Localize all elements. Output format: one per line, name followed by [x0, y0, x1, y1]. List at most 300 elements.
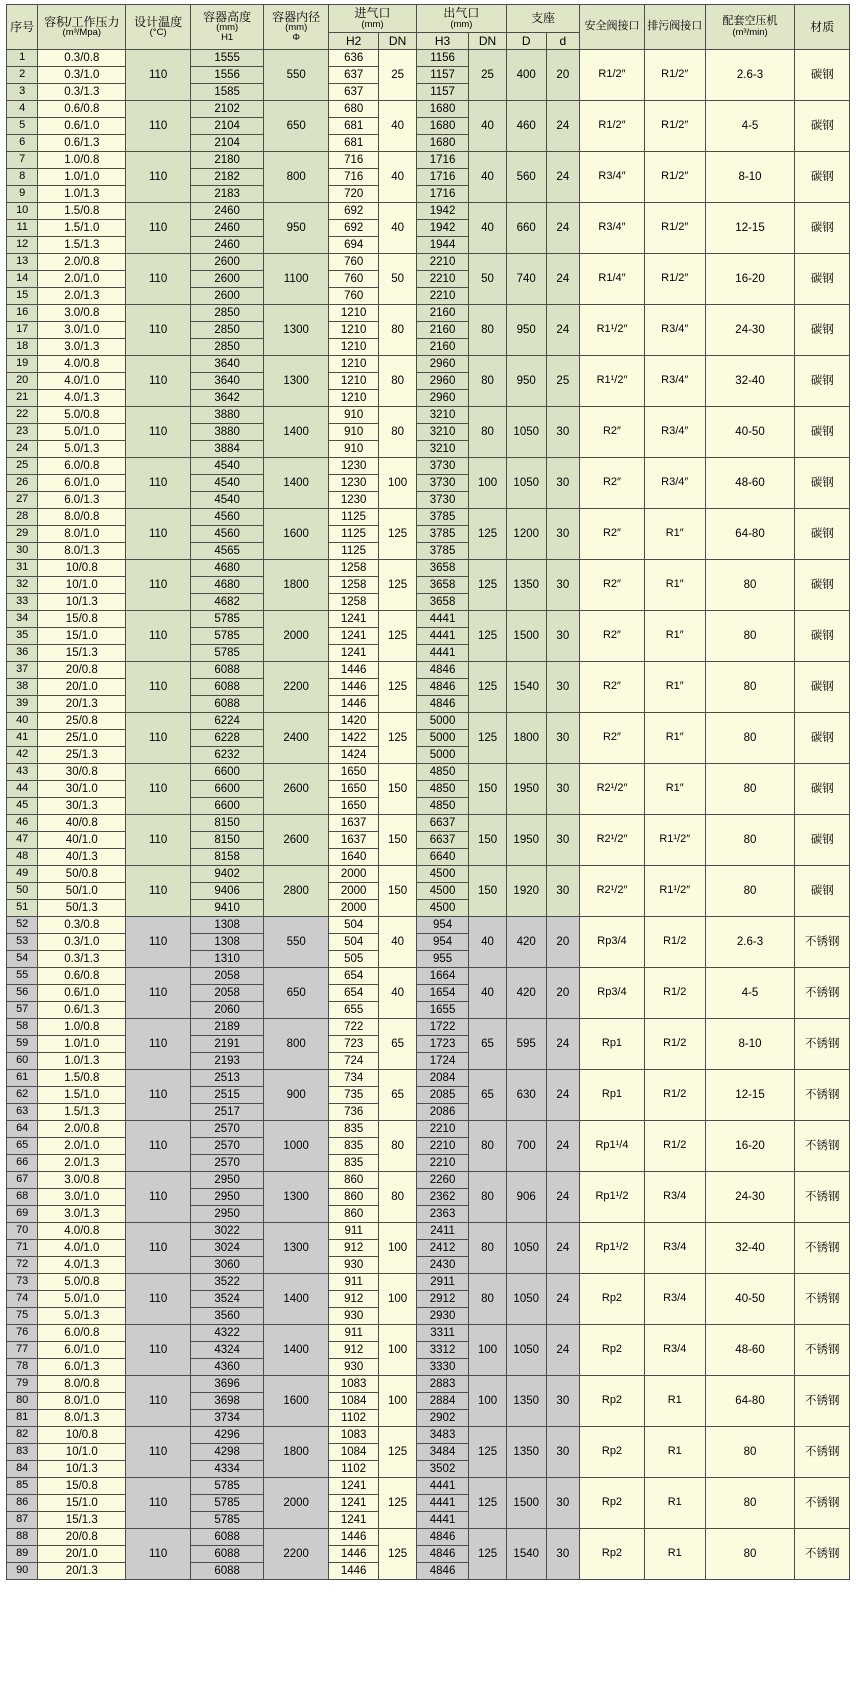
cell-vessel-diameter: 1600 [264, 1376, 329, 1427]
cell-safety-valve: R3/4″ [580, 152, 645, 203]
cell-vessel-height: 2950 [191, 1206, 264, 1223]
cell-inlet-h2: 505 [329, 951, 379, 968]
cell-volume-pressure: 30/1.0 [38, 781, 126, 798]
cell-support-D: 1950 [506, 815, 546, 866]
cell-volume-pressure: 30/1.3 [38, 798, 126, 815]
cell-vessel-height: 2460 [191, 220, 264, 237]
table-row [7, 101, 850, 118]
cell-volume-pressure: 10/1.0 [38, 577, 126, 594]
cell-support-D: 420 [506, 917, 546, 968]
cell-index: 35 [7, 628, 38, 645]
cell-support-D: 700 [506, 1121, 546, 1172]
cell-inlet-h2: 835 [329, 1121, 379, 1138]
cell-vessel-diameter: 2200 [264, 1529, 329, 1580]
cell-vessel-diameter: 550 [264, 917, 329, 968]
cell-inlet-dn: 125 [379, 1478, 417, 1529]
cell-inlet-h2: 1125 [329, 509, 379, 526]
cell-vessel-height: 3880 [191, 424, 264, 441]
cell-volume-pressure: 2.0/1.3 [38, 1155, 126, 1172]
cell-inlet-h2: 637 [329, 84, 379, 101]
cell-index: 55 [7, 968, 38, 985]
cell-inlet-dn: 40 [379, 203, 417, 254]
cell-support-d: 25 [546, 356, 579, 407]
cell-material: 不锈钢 [795, 1223, 850, 1274]
cell-support-D: 1540 [506, 1529, 546, 1580]
cell-material: 碳钢 [795, 713, 850, 764]
cell-vessel-height: 2570 [191, 1138, 264, 1155]
cell-volume-pressure: 40/0.8 [38, 815, 126, 832]
cell-outlet-h3: 1157 [416, 84, 468, 101]
cell-support-D: 950 [506, 356, 546, 407]
cell-volume-pressure: 1.0/1.0 [38, 169, 126, 186]
cell-inlet-dn: 125 [379, 560, 417, 611]
cell-vessel-height: 4565 [191, 543, 264, 560]
cell-design-temp: 110 [126, 1427, 191, 1478]
cell-safety-valve: Rp1 [580, 1070, 645, 1121]
cell-index: 37 [7, 662, 38, 679]
cell-matched-compressor: 16-20 [705, 254, 795, 305]
cell-inlet-dn: 150 [379, 866, 417, 917]
cell-material: 碳钢 [795, 509, 850, 560]
cell-matched-compressor: 32-40 [705, 356, 795, 407]
cell-index: 38 [7, 679, 38, 696]
cell-inlet-h2: 910 [329, 424, 379, 441]
cell-outlet-dn: 80 [469, 1223, 507, 1274]
col-outlet-h3: H3 [416, 32, 468, 50]
cell-inlet-h2: 760 [329, 271, 379, 288]
cell-outlet-h3: 1655 [416, 1002, 468, 1019]
cell-safety-valve: R2¹/2″ [580, 764, 645, 815]
cell-vessel-height: 3734 [191, 1410, 264, 1427]
cell-vessel-height: 3024 [191, 1240, 264, 1257]
cell-safety-valve: Rp1¹/2 [580, 1172, 645, 1223]
cell-outlet-h3: 3730 [416, 475, 468, 492]
cell-inlet-h2: 736 [329, 1104, 379, 1121]
cell-outlet-dn: 50 [469, 254, 507, 305]
cell-index: 18 [7, 339, 38, 356]
cell-design-temp: 110 [126, 866, 191, 917]
cell-volume-pressure: 6.0/0.8 [38, 1325, 126, 1342]
cell-inlet-h2: 654 [329, 968, 379, 985]
cell-support-D: 1500 [506, 611, 546, 662]
cell-matched-compressor: 80 [705, 1427, 795, 1478]
cell-volume-pressure: 3.0/0.8 [38, 1172, 126, 1189]
cell-volume-pressure: 1.0/1.3 [38, 186, 126, 203]
table-row [7, 50, 850, 67]
cell-volume-pressure: 0.3/0.8 [38, 917, 126, 934]
cell-inlet-h2: 1258 [329, 560, 379, 577]
cell-material: 碳钢 [795, 611, 850, 662]
cell-support-D: 906 [506, 1172, 546, 1223]
cell-inlet-h2: 637 [329, 67, 379, 84]
cell-outlet-h3: 4500 [416, 866, 468, 883]
cell-vessel-height: 8150 [191, 832, 264, 849]
cell-index: 26 [7, 475, 38, 492]
cell-vessel-height: 4334 [191, 1461, 264, 1478]
cell-vessel-height: 2183 [191, 186, 264, 203]
cell-drain-valve: R3/4 [644, 1325, 705, 1376]
cell-outlet-h3: 4846 [416, 662, 468, 679]
cell-vessel-height: 6088 [191, 1529, 264, 1546]
cell-vessel-height: 2850 [191, 322, 264, 339]
cell-index: 9 [7, 186, 38, 203]
cell-volume-pressure: 4.0/1.0 [38, 1240, 126, 1257]
cell-volume-pressure: 0.6/0.8 [38, 101, 126, 118]
cell-drain-valve: R1″ [644, 662, 705, 713]
cell-design-temp: 110 [126, 917, 191, 968]
cell-inlet-h2: 692 [329, 220, 379, 237]
cell-volume-pressure: 20/0.8 [38, 662, 126, 679]
cell-inlet-h2: 1125 [329, 526, 379, 543]
cell-index: 7 [7, 152, 38, 169]
cell-design-temp: 110 [126, 1121, 191, 1172]
cell-design-temp: 110 [126, 1172, 191, 1223]
cell-design-temp: 110 [126, 764, 191, 815]
cell-safety-valve: R2″ [580, 509, 645, 560]
cell-outlet-h3: 6637 [416, 815, 468, 832]
cell-vessel-height: 9406 [191, 883, 264, 900]
cell-inlet-h2: 1258 [329, 577, 379, 594]
cell-outlet-h3: 1942 [416, 220, 468, 237]
cell-drain-valve: R1″ [644, 560, 705, 611]
cell-index: 19 [7, 356, 38, 373]
cell-outlet-h3: 1722 [416, 1019, 468, 1036]
cell-outlet-dn: 125 [469, 509, 507, 560]
cell-index: 87 [7, 1512, 38, 1529]
cell-inlet-h2: 1420 [329, 713, 379, 730]
cell-inlet-h2: 734 [329, 1070, 379, 1087]
cell-drain-valve: R1/2 [644, 1070, 705, 1121]
cell-volume-pressure: 2.0/1.3 [38, 288, 126, 305]
cell-outlet-h3: 2210 [416, 271, 468, 288]
cell-matched-compressor: 16-20 [705, 1121, 795, 1172]
cell-vessel-diameter: 550 [264, 50, 329, 101]
cell-vessel-diameter: 650 [264, 968, 329, 1019]
cell-inlet-h2: 1258 [329, 594, 379, 611]
cell-safety-valve: R1/4″ [580, 254, 645, 305]
cell-index: 71 [7, 1240, 38, 1257]
cell-matched-compressor: 80 [705, 764, 795, 815]
cell-design-temp: 110 [126, 203, 191, 254]
cell-vessel-height: 4540 [191, 492, 264, 509]
cell-volume-pressure: 40/1.0 [38, 832, 126, 849]
cell-volume-pressure: 5.0/1.3 [38, 441, 126, 458]
cell-outlet-h3: 2160 [416, 339, 468, 356]
table-row [7, 764, 850, 781]
cell-outlet-h3: 3484 [416, 1444, 468, 1461]
cell-inlet-h2: 735 [329, 1087, 379, 1104]
cell-support-D: 1920 [506, 866, 546, 917]
cell-outlet-h3: 2210 [416, 254, 468, 271]
cell-vessel-height: 5785 [191, 645, 264, 662]
cell-volume-pressure: 0.6/1.3 [38, 1002, 126, 1019]
cell-design-temp: 110 [126, 1529, 191, 1580]
cell-volume-pressure: 2.0/1.0 [38, 271, 126, 288]
cell-index: 75 [7, 1308, 38, 1325]
cell-outlet-h3: 6640 [416, 849, 468, 866]
cell-inlet-h2: 1640 [329, 849, 379, 866]
cell-safety-valve: R2″ [580, 407, 645, 458]
cell-inlet-h2: 1650 [329, 781, 379, 798]
cell-design-temp: 110 [126, 356, 191, 407]
col-drain-valve: 排污阀接口 [644, 5, 705, 50]
cell-outlet-h3: 2960 [416, 390, 468, 407]
table-row [7, 917, 850, 934]
cell-outlet-h3: 955 [416, 951, 468, 968]
cell-index: 17 [7, 322, 38, 339]
cell-vessel-height: 6600 [191, 781, 264, 798]
cell-matched-compressor: 40-50 [705, 1274, 795, 1325]
cell-outlet-h3: 3730 [416, 458, 468, 475]
cell-outlet-dn: 80 [469, 356, 507, 407]
cell-vessel-height: 2104 [191, 135, 264, 152]
table-row [7, 407, 850, 424]
cell-outlet-h3: 3210 [416, 424, 468, 441]
cell-vessel-height: 2191 [191, 1036, 264, 1053]
cell-vessel-height: 4324 [191, 1342, 264, 1359]
cell-vessel-diameter: 1300 [264, 305, 329, 356]
cell-volume-pressure: 0.3/1.3 [38, 84, 126, 101]
cell-volume-pressure: 4.0/1.0 [38, 373, 126, 390]
cell-drain-valve: R1 [644, 1478, 705, 1529]
cell-matched-compressor: 80 [705, 560, 795, 611]
cell-outlet-h3: 4846 [416, 679, 468, 696]
cell-volume-pressure: 1.5/0.8 [38, 203, 126, 220]
cell-inlet-h2: 1650 [329, 764, 379, 781]
cell-outlet-h3: 2363 [416, 1206, 468, 1223]
cell-design-temp: 110 [126, 1325, 191, 1376]
cell-vessel-height: 6600 [191, 798, 264, 815]
cell-material: 碳钢 [795, 764, 850, 815]
cell-inlet-h2: 1102 [329, 1461, 379, 1478]
cell-safety-valve: R2″ [580, 458, 645, 509]
cell-outlet-dn: 125 [469, 611, 507, 662]
cell-outlet-h3: 4846 [416, 1563, 468, 1580]
cell-support-d: 24 [546, 305, 579, 356]
cell-vessel-height: 3642 [191, 390, 264, 407]
cell-index: 82 [7, 1427, 38, 1444]
cell-index: 30 [7, 543, 38, 560]
cell-material: 不锈钢 [795, 1274, 850, 1325]
cell-inlet-h2: 1637 [329, 815, 379, 832]
cell-volume-pressure: 4.0/1.3 [38, 390, 126, 407]
cell-inlet-h2: 1230 [329, 492, 379, 509]
cell-design-temp: 110 [126, 968, 191, 1019]
cell-volume-pressure: 3.0/1.0 [38, 322, 126, 339]
cell-outlet-h3: 1723 [416, 1036, 468, 1053]
cell-volume-pressure: 1.0/0.8 [38, 1019, 126, 1036]
cell-vessel-diameter: 1300 [264, 1172, 329, 1223]
cell-safety-valve: Rp1 [580, 1019, 645, 1070]
cell-index: 4 [7, 101, 38, 118]
cell-index: 60 [7, 1053, 38, 1070]
cell-vessel-diameter: 2000 [264, 1478, 329, 1529]
cell-outlet-h3: 3210 [416, 407, 468, 424]
cell-design-temp: 110 [126, 50, 191, 101]
col-inlet-h2: H2 [329, 32, 379, 50]
cell-index: 25 [7, 458, 38, 475]
cell-volume-pressure: 20/1.3 [38, 696, 126, 713]
table-row [7, 866, 850, 883]
cell-vessel-height: 3698 [191, 1393, 264, 1410]
cell-vessel-height: 9410 [191, 900, 264, 917]
cell-vessel-height: 2600 [191, 288, 264, 305]
cell-volume-pressure: 5.0/1.3 [38, 1308, 126, 1325]
cell-design-temp: 110 [126, 1223, 191, 1274]
cell-inlet-dn: 125 [379, 509, 417, 560]
cell-inlet-h2: 1241 [329, 1512, 379, 1529]
cell-index: 63 [7, 1104, 38, 1121]
cell-drain-valve: R1¹/2″ [644, 815, 705, 866]
cell-support-D: 400 [506, 50, 546, 101]
table-row [7, 509, 850, 526]
col-vessel-diameter: 容器内径 (mm) Φ [264, 5, 329, 50]
cell-inlet-dn: 150 [379, 764, 417, 815]
cell-matched-compressor: 80 [705, 713, 795, 764]
cell-outlet-h3: 1156 [416, 50, 468, 67]
cell-outlet-h3: 5000 [416, 730, 468, 747]
cell-index: 21 [7, 390, 38, 407]
cell-safety-valve: R1¹/2″ [580, 305, 645, 356]
cell-outlet-h3: 4441 [416, 1512, 468, 1529]
cell-index: 85 [7, 1478, 38, 1495]
table-row [7, 968, 850, 985]
cell-outlet-h3: 2960 [416, 356, 468, 373]
cell-index: 3 [7, 84, 38, 101]
cell-volume-pressure: 15/0.8 [38, 1478, 126, 1495]
cell-drain-valve: R1″ [644, 509, 705, 560]
cell-support-d: 30 [546, 1478, 579, 1529]
cell-volume-pressure: 1.5/1.3 [38, 1104, 126, 1121]
cell-safety-valve: Rp2 [580, 1325, 645, 1376]
cell-support-D: 630 [506, 1070, 546, 1121]
cell-volume-pressure: 20/1.3 [38, 1563, 126, 1580]
cell-outlet-h3: 2430 [416, 1257, 468, 1274]
table-row [7, 458, 850, 475]
cell-inlet-dn: 100 [379, 458, 417, 509]
cell-volume-pressure: 4.0/1.3 [38, 1257, 126, 1274]
cell-design-temp: 110 [126, 407, 191, 458]
cell-drain-valve: R1″ [644, 611, 705, 662]
cell-outlet-h3: 2930 [416, 1308, 468, 1325]
cell-material: 碳钢 [795, 407, 850, 458]
cell-inlet-h2: 1424 [329, 747, 379, 764]
cell-index: 64 [7, 1121, 38, 1138]
table-row [7, 203, 850, 220]
cell-volume-pressure: 15/0.8 [38, 611, 126, 628]
col-inlet: 进气口 (mm) [329, 5, 417, 33]
cell-support-D: 740 [506, 254, 546, 305]
cell-vessel-diameter: 800 [264, 1019, 329, 1070]
cell-vessel-height: 5785 [191, 1512, 264, 1529]
cell-matched-compressor: 48-60 [705, 458, 795, 509]
cell-volume-pressure: 5.0/1.0 [38, 1291, 126, 1308]
cell-vessel-height: 2570 [191, 1155, 264, 1172]
cell-vessel-height: 2182 [191, 169, 264, 186]
cell-volume-pressure: 15/1.0 [38, 628, 126, 645]
cell-index: 36 [7, 645, 38, 662]
cell-matched-compressor: 40-50 [705, 407, 795, 458]
cell-inlet-h2: 1083 [329, 1376, 379, 1393]
cell-support-d: 20 [546, 50, 579, 101]
cell-index: 84 [7, 1461, 38, 1478]
cell-design-temp: 110 [126, 560, 191, 611]
cell-inlet-h2: 930 [329, 1257, 379, 1274]
cell-inlet-dn: 40 [379, 917, 417, 968]
cell-support-d: 24 [546, 1172, 579, 1223]
cell-volume-pressure: 25/1.0 [38, 730, 126, 747]
cell-safety-valve: Rp2 [580, 1274, 645, 1325]
cell-index: 49 [7, 866, 38, 883]
cell-volume-pressure: 0.3/1.0 [38, 67, 126, 84]
cell-inlet-dn: 100 [379, 1325, 417, 1376]
table-row [7, 1478, 850, 1495]
cell-outlet-h3: 1664 [416, 968, 468, 985]
cell-outlet-dn: 80 [469, 1274, 507, 1325]
cell-index: 1 [7, 50, 38, 67]
cell-support-D: 660 [506, 203, 546, 254]
cell-inlet-h2: 760 [329, 254, 379, 271]
cell-index: 34 [7, 611, 38, 628]
cell-vessel-diameter: 2200 [264, 662, 329, 713]
cell-safety-valve: Rp2 [580, 1376, 645, 1427]
cell-index: 78 [7, 1359, 38, 1376]
cell-vessel-height: 3022 [191, 1223, 264, 1240]
cell-volume-pressure: 3.0/1.3 [38, 339, 126, 356]
cell-volume-pressure: 6.0/1.0 [38, 475, 126, 492]
table-row [7, 815, 850, 832]
cell-outlet-h3: 6637 [416, 832, 468, 849]
cell-inlet-h2: 1241 [329, 1478, 379, 1495]
cell-vessel-height: 3640 [191, 356, 264, 373]
cell-index: 12 [7, 237, 38, 254]
cell-volume-pressure: 30/0.8 [38, 764, 126, 781]
cell-support-d: 30 [546, 1427, 579, 1478]
cell-index: 28 [7, 509, 38, 526]
cell-outlet-h3: 3210 [416, 441, 468, 458]
cell-drain-valve: R3/4 [644, 1172, 705, 1223]
cell-inlet-h2: 1210 [329, 339, 379, 356]
cell-volume-pressure: 6.0/1.3 [38, 492, 126, 509]
cell-matched-compressor: 48-60 [705, 1325, 795, 1376]
cell-outlet-dn: 100 [469, 458, 507, 509]
cell-volume-pressure: 10/1.3 [38, 594, 126, 611]
cell-outlet-h3: 3730 [416, 492, 468, 509]
cell-support-d: 30 [546, 662, 579, 713]
cell-outlet-h3: 3658 [416, 577, 468, 594]
table-row [7, 560, 850, 577]
cell-outlet-h3: 2411 [416, 1223, 468, 1240]
cell-inlet-h2: 1210 [329, 305, 379, 322]
cell-inlet-h2: 1084 [329, 1444, 379, 1461]
cell-vessel-height: 4540 [191, 458, 264, 475]
cell-inlet-h2: 860 [329, 1189, 379, 1206]
cell-support-D: 560 [506, 152, 546, 203]
col-support-D: D [506, 32, 546, 50]
cell-volume-pressure: 50/1.0 [38, 883, 126, 900]
cell-outlet-h3: 3502 [416, 1461, 468, 1478]
cell-matched-compressor: 8-10 [705, 152, 795, 203]
cell-outlet-h3: 2086 [416, 1104, 468, 1121]
cell-outlet-h3: 4850 [416, 781, 468, 798]
cell-index: 43 [7, 764, 38, 781]
cell-material: 碳钢 [795, 458, 850, 509]
cell-design-temp: 110 [126, 254, 191, 305]
cell-drain-valve: R1/2″ [644, 152, 705, 203]
cell-matched-compressor: 64-80 [705, 509, 795, 560]
cell-inlet-dn: 80 [379, 356, 417, 407]
cell-safety-valve: Rp1¹/4 [580, 1121, 645, 1172]
